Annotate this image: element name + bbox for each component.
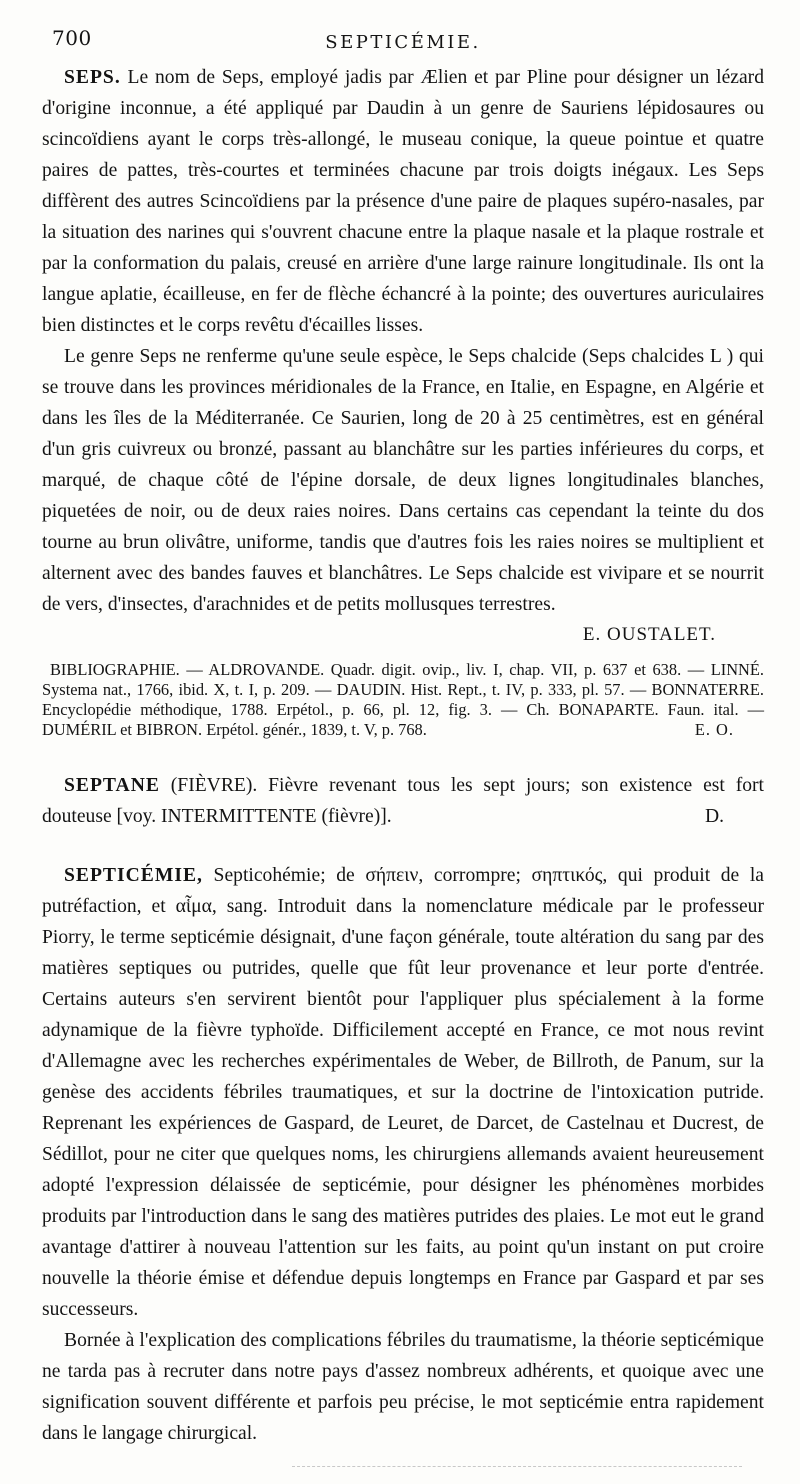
septicemie-paragraph-1 [42, 860, 764, 1325]
faint-rule [292, 1466, 742, 1467]
entry-separator [42, 832, 764, 860]
entry-headword: SEPTANE [64, 775, 160, 796]
entry-seps [42, 62, 764, 740]
entry-headword: SEPS. [64, 67, 121, 88]
entry-septicemie [42, 860, 764, 1449]
bibliography-signature: E. O. [694, 720, 734, 739]
page [42, 0, 764, 1484]
entry-separator [42, 740, 764, 770]
septicemie-text-1: Septicohémie; de σήπειν, corrompre; σηπτικός, qui produit de la putréfaction, et αἷμα, sang. Introduit dans la nomenclature médicale par le professeur Piorry, le terme septicémie désignait, d'une façon générale, toute altération du sang par des matières septiques ou putrides, quelle que fût leur provenance et leur porte d'entrée. Certains auteurs s'en servirent bientôt pour l'appliquer plus spécialement à la forme adynamique de la fièvre typhoïde. Difficilement accepté en France, ce mot nous revint d'Allemagne avec les recherches expérimentales de Weber, de Billroth, de Panum, sur la genèse des accidents fébriles traumatiques, et sur la doctrine de l'intoxication putride. Reprenant les expériences de Gaspard, de Leuret, de Darcet, de Castelnau et Ducrest, de Sédillot, pour ne citer que quelques noms, les chirurgiens allemands avaient heureusement adopté l'expression délaissée de septicémie, pour désigner les phénomènes morbides produits par l'introduction dans le sang des matières putrides des plaies. Le mot eut le grand avantage d'attirer à nouveau l'attention sur les faits, au point qu'un instant on put croire nouvelle la théorie émise et défendue depuis longtemps en France par Gaspard et par ses successeurs. [42, 865, 764, 1320]
page-number: 700 [52, 26, 92, 50]
author-signature: E. OUSTALET. [582, 624, 716, 645]
septane-paragraph [42, 770, 764, 832]
seps-paragraph-1 [42, 62, 764, 341]
bibliography-text: BIBLIOGRAPHIE. — ALDROVANDE. Quadr. digit. ovip., liv. I, chap. VII, p. 637 et 638. — LINNÉ. Systema nat., 1766, ibid. X, t. I, p. 209. — DAUDIN. Hist. Rept., t. IV, p. 333, pl. 57. — BONNATERRE. Encyclopédie méthodique, 1788. Erpétol., p. 66, pl. 12, fig. 3. — Ch. BONAPARTE. Faun. ital. — DUMÉRIL et BIBRON. Erpétol. génér., 1839, t. V, p. 768. [42, 660, 764, 739]
seps-paragraph-2: Le genre Seps ne renferme qu'une seule espèce, le Seps chalcide (Seps chalcides L ) qui se trouve dans les provinces méridionales de la France, en Italie, en Espagne, en Algérie et dans les îles de la Méditerranée. Ce Saurien, long de 20 à 25 centimètres, est en général d'un gris cuivreux ou bronzé, passant au blanchâtre sur les parties inférieures du corps, et marqué, de chaque côté de l'épine dorsale, de deux lignes longitudinales blanches, piquetées de noir, ou de deux raies noires. Dans certains cas cependant la teinte du dos tourne au brun olivâtre, uniforme, tandis que d'autres fois les raies noires se multiplient et alternent avec des bandes fauves et blanchâtres. Le Seps chalcide est vivipare et se nourrit de vers, d'insectes, d'arachnides et de petits mollusques terrestres. [42, 346, 764, 615]
entry-headword: SEPTICÉMIE, [64, 865, 203, 886]
header-title: SEPTICÉMIE. [325, 32, 481, 53]
author-signature: D. [704, 806, 724, 827]
septicemie-paragraph-2: Bornée à l'explication des complications fébriles du traumatisme, la théorie septicémique ne tarda pas à recruter dans notre pays d'assez nombreux adhérents, et quoique avec une signification souvent différente et parfois peu précise, le mot septicémie entra rapidement dans le langage chirurgical. [42, 1330, 764, 1444]
seps-text-1: Le nom de Seps, employé jadis par Ælien et par Pline pour désigner un lézard d'origine inconnue, a été appliqué par Daudin à un genre de Sauriens lépidosaures ou scincoïdiens ayant le corps très-allongé, le museau conique, la queue pointue et quatre paires de pattes, très-courtes et terminées chacune par trois doigts inégaux. Les Seps diffèrent des autres Scincoïdiens par la présence d'une paire de plaques supéro-nasales, par la situation des narines qui s'ouvrent chacune entre la plaque nasale et la plaque rostrale et par la conformation du palais, creusé en arrière d'une large rainure longitudinale. Ils ont la langue aplatie, écailleuse, en fer de flèche échancré à la pointe; des ouvertures auriculaires bien distinctes et le corps revêtu d'écailles lisses. [42, 67, 764, 336]
entry-septane [42, 770, 764, 832]
bibliography [42, 660, 764, 740]
running-head [42, 0, 764, 62]
septane-text: (FIÈVRE). Fièvre revenant tous les sept jours; son existence est fort douteuse [voy. INTERMITTENTE (fièvre)]. [42, 775, 764, 827]
